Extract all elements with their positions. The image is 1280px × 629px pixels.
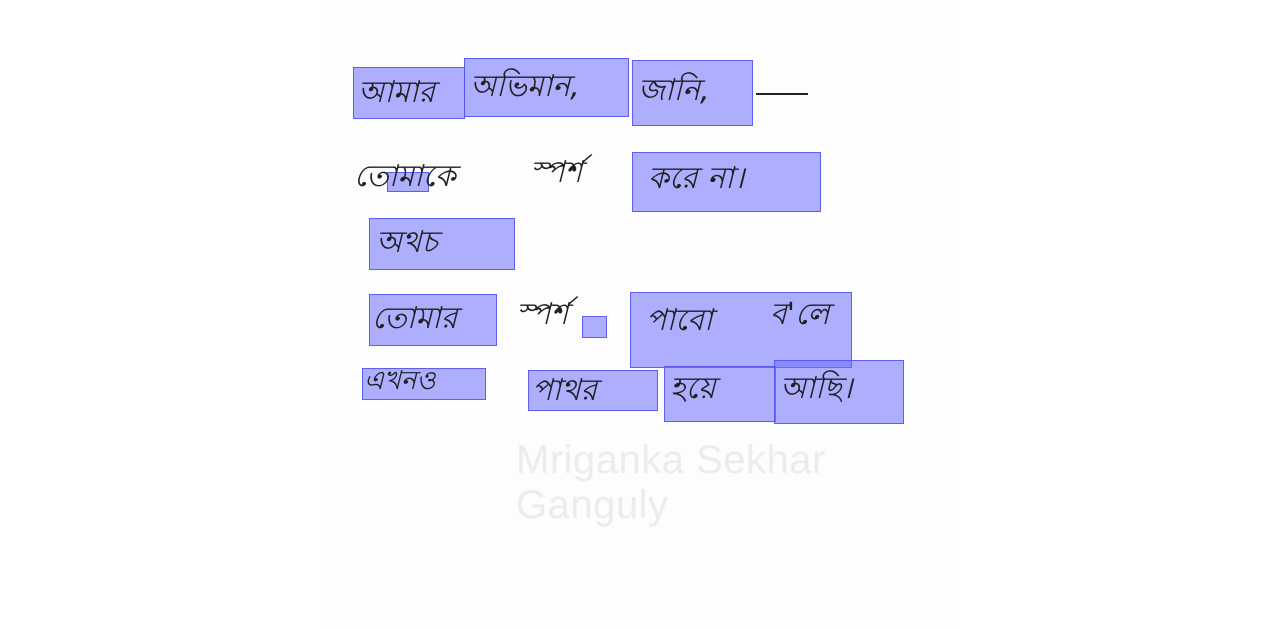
line5-word1: এখনও — [364, 366, 436, 396]
author-watermark: Mriganka Sekhar Ganguly — [516, 438, 826, 527]
line5-word2: পাথর — [532, 373, 597, 408]
line1-word1: আমার — [358, 75, 435, 110]
line2-word3: করে না। — [648, 161, 745, 196]
line4-word4: ব'লে — [770, 297, 830, 332]
line1-word3: জানি, — [638, 73, 710, 108]
line5-word4: আছি। — [780, 371, 853, 406]
line4-word1: তোমার — [372, 301, 458, 336]
line2-word1: তোমাকে — [354, 159, 456, 194]
line2-word2: স্পর্শ — [530, 155, 583, 190]
line1-word2: অভিমান, — [470, 69, 580, 104]
word-box — [582, 316, 607, 338]
handwritten-page — [326, 0, 954, 629]
line1-dash — [756, 93, 808, 95]
line5-word3: হয়ে — [670, 371, 716, 406]
line3-word1: অথচ — [376, 225, 438, 260]
line4-word2: স্পর্শ — [516, 297, 569, 332]
line4-word3: পাবো — [646, 303, 713, 338]
